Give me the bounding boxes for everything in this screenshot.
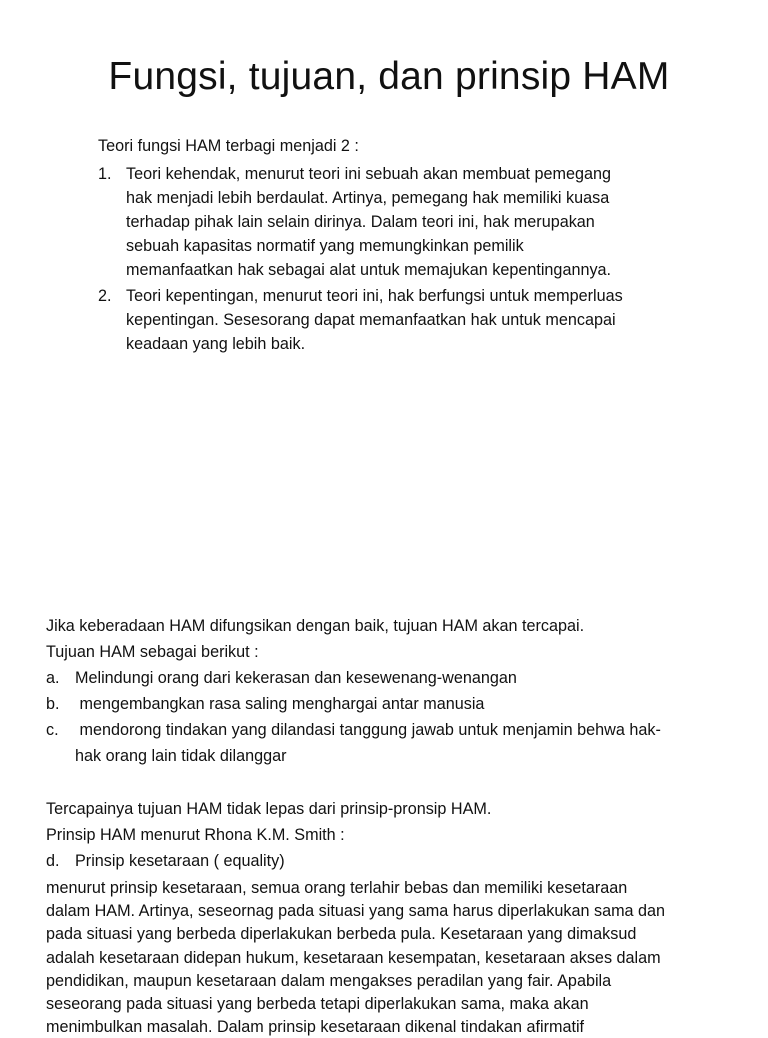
paragraph-line: menurut prinsip kesetaraan, semua orang terlahir bebas dan memiliki kesetaraan bbox=[46, 879, 628, 897]
list-item bbox=[46, 691, 746, 717]
tujuan-lead: Jika keberadaan HAM difungsikan dengan baik, tujuan HAM akan tercapai. bbox=[46, 617, 585, 635]
list-item-line: Melindungi orang dari kekerasan dan kesewenang-wenangan bbox=[75, 669, 517, 687]
prinsip-item bbox=[46, 848, 726, 874]
prinsip-paragraph bbox=[46, 877, 726, 1016]
list-item-line: terhadap pihak lain selain dirinya. Dalam teori ini, hak merupakan bbox=[126, 213, 595, 231]
list-item-line: hak menjadi lebih berdaulat. Artinya, pemegang hak memiliki kuasa bbox=[126, 189, 610, 207]
fungsi-intro: Teori fungsi HAM terbagi menjadi 2 : bbox=[98, 137, 359, 155]
list-item-line: Teori kehendak, menurut teori ini sebuah akan membuat pemegang bbox=[126, 165, 612, 183]
paragraph-line: seseorang pada situasi yang berbeda tetapi diperlakukan sama, maka akan bbox=[46, 995, 589, 1014]
paragraph-line: dalam HAM. Artinya, seseornag pada situasi yang sama harus diperlakukan sama dan bbox=[46, 902, 666, 921]
paragraph-line: adalah kesetaraan didepan hukum, kesetaraan kesempatan, kesetaraan akses dalam bbox=[46, 948, 661, 967]
fungsi-section bbox=[98, 134, 698, 358]
tujuan-section bbox=[46, 613, 746, 769]
list-item-line: keadaan yang lebih baik. bbox=[126, 335, 306, 353]
list-item-line: mendorong tindakan yang dilandasi tanggung jawab untuk menjamin behwa hak- bbox=[75, 721, 661, 739]
list-marker: c. bbox=[46, 721, 59, 739]
list-item-line: Teori kepentingan, menurut teori ini, hak berfungsi untuk memperluas bbox=[126, 287, 623, 305]
paragraph-line: pendidikan, maupun kesetaraan dalam mengakses peradilan yang fair. Apabila bbox=[46, 971, 612, 990]
paragraph-line: pada situasi yang berbeda diperlakukan berbeda pula. Kesetaraan yang dimaksud bbox=[46, 925, 637, 944]
tujuan-list bbox=[46, 665, 746, 769]
list-item-line: sebuah kapasitas normatif yang memungkinkan pemilik bbox=[126, 237, 524, 255]
prinsip-section bbox=[46, 796, 726, 1016]
list-item bbox=[46, 717, 746, 769]
list-marker: a. bbox=[46, 669, 60, 687]
list-item-line: hak orang lain tidak dilanggar bbox=[75, 747, 287, 765]
list-item-line: kepentingan. Sesesorang dapat memanfaatkan hak untuk mencapai bbox=[126, 311, 616, 329]
list-marker: d. bbox=[46, 852, 60, 870]
list-item bbox=[98, 284, 698, 356]
list-item bbox=[98, 162, 698, 282]
list-item bbox=[46, 665, 746, 691]
list-marker: 1. bbox=[98, 165, 112, 183]
prinsip-item-label: Prinsip kesetaraan ( equality) bbox=[75, 852, 285, 870]
list-marker: b. bbox=[46, 695, 60, 713]
list-item-line: mengembangkan rasa saling menghargai antar manusia bbox=[75, 695, 485, 713]
page-title: Fungsi, tujuan, dan prinsip HAM bbox=[108, 55, 670, 98]
list-item-line: memanfaatkan hak sebagai alat untuk memajukan kepentingannya. bbox=[126, 261, 612, 279]
prinsip-lead: Tercapainya tujuan HAM tidak lepas dari prinsip-pronsip HAM. bbox=[46, 800, 492, 818]
tujuan-heading: Tujuan HAM sebagai berikut : bbox=[46, 643, 259, 661]
prinsip-heading: Prinsip HAM menurut Rhona K.M. Smith : bbox=[46, 826, 345, 844]
list-marker: 2. bbox=[98, 287, 112, 305]
cut-off-line: menimbulkan masalah. Dalam prinsip kesetaraan dikenal tindakan afirmatif bbox=[46, 1018, 585, 1036]
fungsi-list bbox=[98, 162, 698, 356]
